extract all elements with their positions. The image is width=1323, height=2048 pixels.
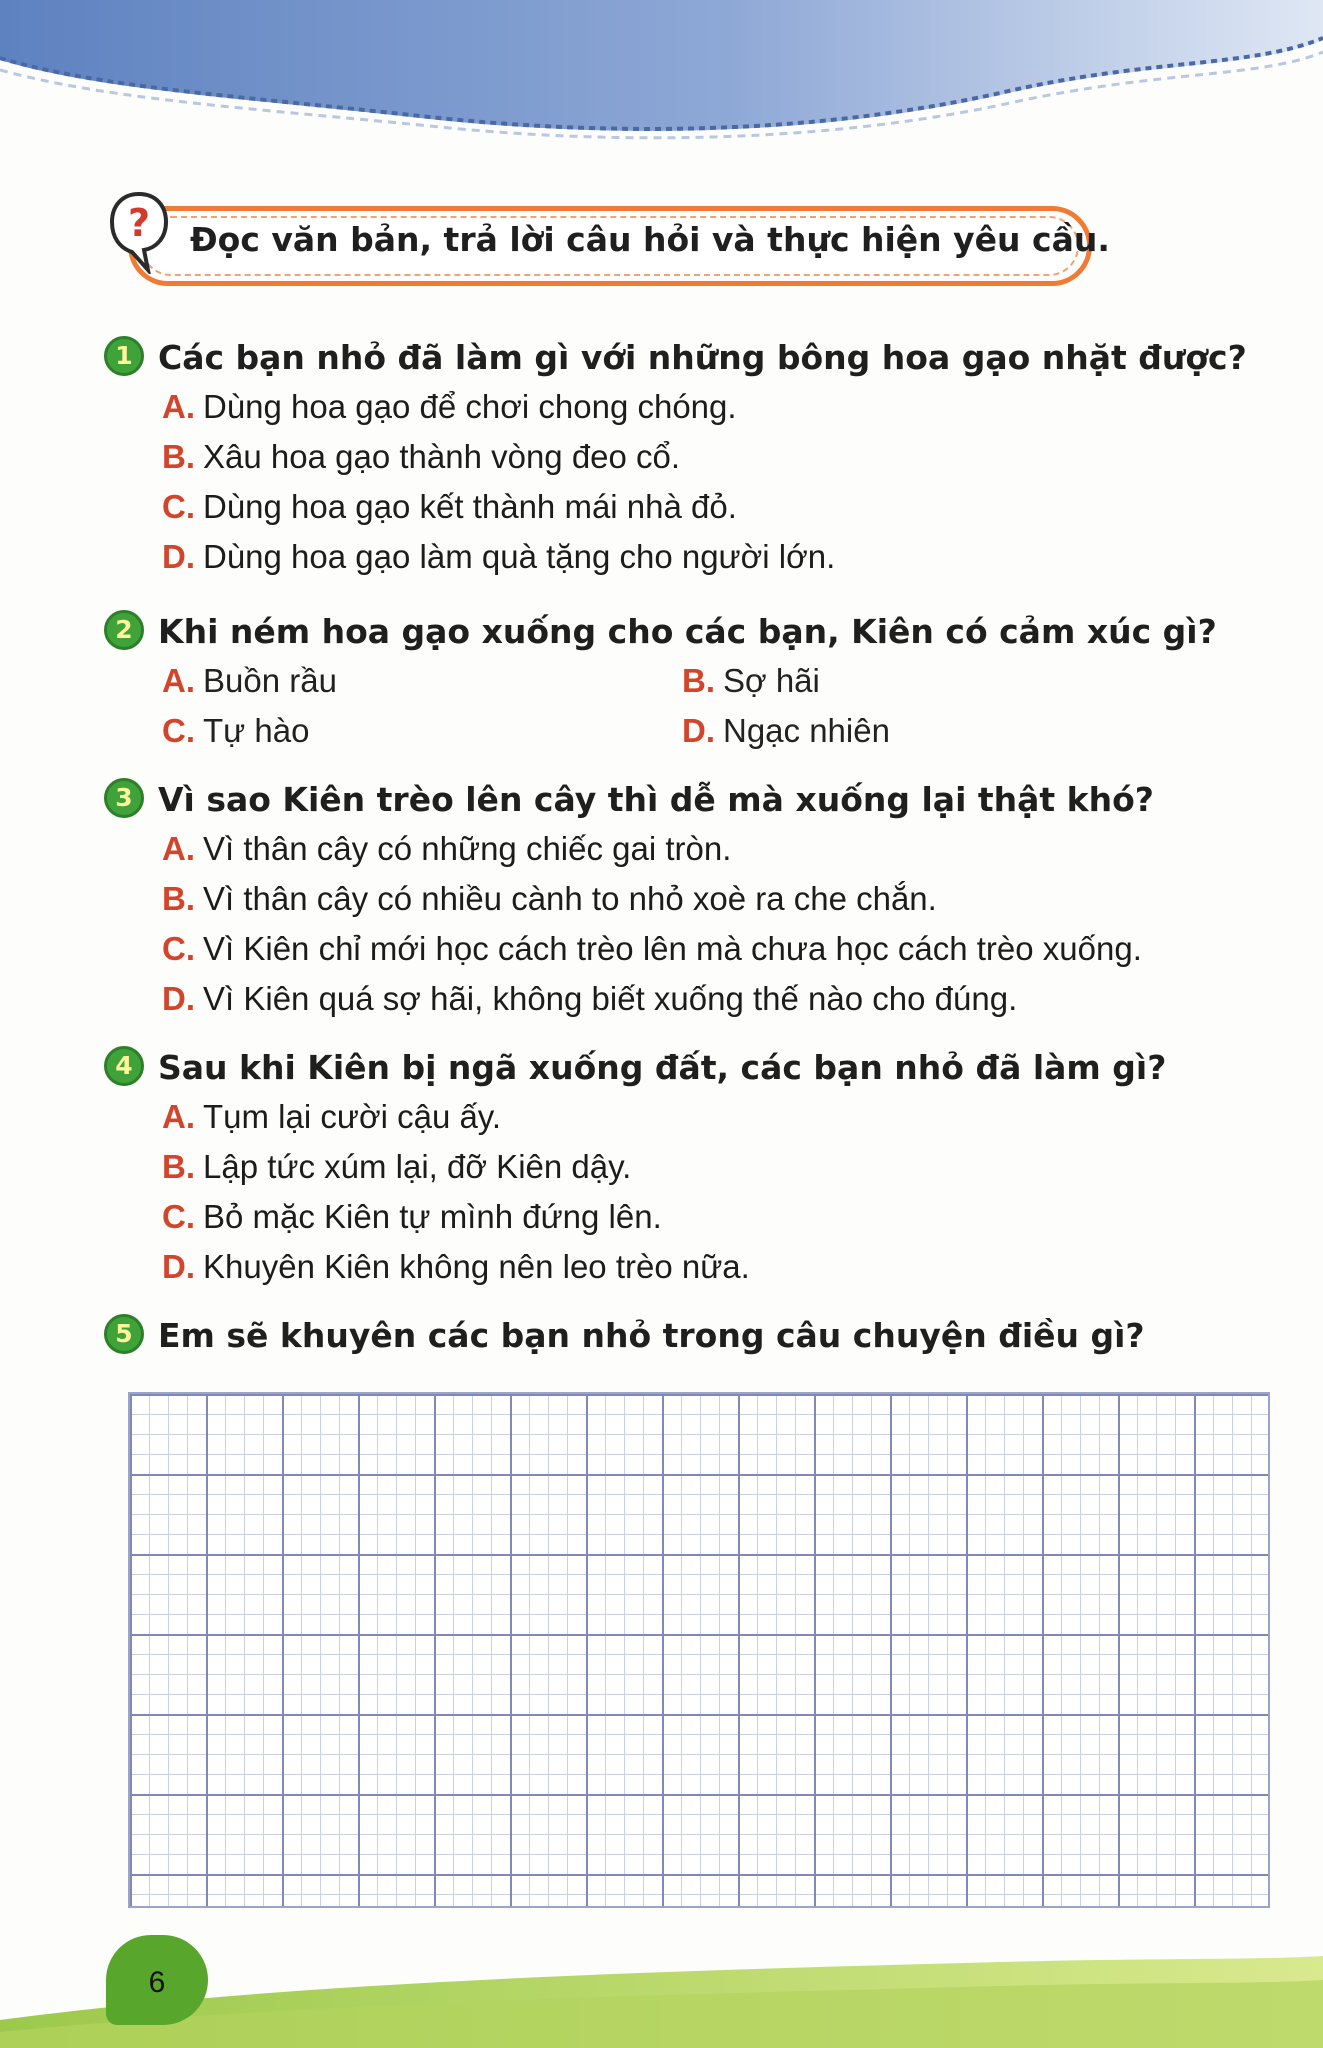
- option-row: [162, 706, 1284, 756]
- option-letter: C.: [162, 930, 195, 967]
- option-letter: B.: [162, 438, 195, 475]
- option-letter: A.: [162, 1098, 195, 1135]
- option-letter: A.: [162, 662, 195, 699]
- question-1: [104, 332, 1284, 582]
- option-c[interactable]: [162, 924, 1284, 974]
- option-letter: B.: [162, 1148, 195, 1185]
- page-number: 6: [106, 1935, 208, 2025]
- question-text: Sau khi Kiên bị ngã xuống đất, các bạn nhỏ đã làm gì?: [158, 1048, 1167, 1087]
- option-text: Ngạc nhiên: [723, 712, 890, 749]
- option-text: Khuyên Kiên không nên leo trèo nữa.: [203, 1248, 750, 1285]
- option-d[interactable]: [162, 532, 1284, 582]
- option-c[interactable]: [162, 706, 309, 756]
- option-c[interactable]: [162, 1192, 1284, 1242]
- option-c[interactable]: [162, 482, 1284, 532]
- option-text: Bỏ mặc Kiên tự mình đứng lên.: [203, 1198, 662, 1235]
- option-letter: C.: [162, 488, 195, 525]
- option-text: Dùng hoa gạo kết thành mái nhà đỏ.: [203, 488, 737, 525]
- question-number-badge: 1: [104, 336, 144, 376]
- question-3: [104, 774, 1284, 1024]
- option-letter: D.: [162, 980, 195, 1017]
- option-a[interactable]: [162, 382, 1284, 432]
- option-text: Vì thân cây có những chiếc gai tròn.: [203, 830, 732, 867]
- option-b[interactable]: [682, 656, 820, 706]
- question-text: Vì sao Kiên trèo lên cây thì dễ mà xuống lại thật khó?: [158, 780, 1154, 819]
- question-text: Khi ném hoa gạo xuống cho các bạn, Kiên có cảm xúc gì?: [158, 612, 1217, 651]
- question-text: Em sẽ khuyên các bạn nhỏ trong câu chuyện điều gì?: [158, 1316, 1145, 1355]
- question-2: [104, 606, 1284, 756]
- option-text: Vì Kiên chỉ mới học cách trèo lên mà chưa học cách trèo xuống.: [203, 930, 1142, 967]
- option-text: Vì thân cây có nhiều cành to nhỏ xoè ra che chắn.: [203, 880, 937, 917]
- option-letter: C.: [162, 712, 195, 749]
- header-banner: [0, 0, 1323, 150]
- option-letter: D.: [682, 712, 715, 749]
- option-letter: B.: [682, 662, 715, 699]
- option-row: [162, 656, 1284, 706]
- instruction-header: [108, 198, 1110, 294]
- option-b[interactable]: [162, 874, 1284, 924]
- question-4: [104, 1042, 1284, 1292]
- option-letter: A.: [162, 830, 195, 867]
- option-b[interactable]: [162, 1142, 1284, 1192]
- option-text: Vì Kiên quá sợ hãi, không biết xuống thế nào cho đúng.: [203, 980, 1018, 1017]
- option-d[interactable]: [162, 1242, 1284, 1292]
- option-b[interactable]: [162, 432, 1284, 482]
- question-5: [104, 1310, 1284, 1360]
- option-text: Sợ hãi: [723, 662, 820, 699]
- option-text: Dùng hoa gạo để chơi chong chóng.: [203, 388, 737, 425]
- option-letter: A.: [162, 388, 195, 425]
- option-text: Tụm lại cười cậu ấy.: [203, 1098, 502, 1135]
- option-letter: D.: [162, 1248, 195, 1285]
- option-letter: C.: [162, 1198, 195, 1235]
- question-text: Các bạn nhỏ đã làm gì với những bông hoa gạo nhặt được?: [158, 338, 1247, 377]
- option-text: Buồn rầu: [203, 662, 337, 699]
- option-text: Dùng hoa gạo làm quà tặng cho người lớn.: [203, 538, 836, 575]
- option-text: Xâu hoa gạo thành vòng đeo cổ.: [203, 438, 681, 475]
- option-letter: D.: [162, 538, 195, 575]
- question-number-badge: 3: [104, 778, 144, 818]
- question-number-badge: 2: [104, 610, 144, 650]
- option-d[interactable]: [682, 706, 890, 756]
- question-mark-icon: [108, 190, 170, 274]
- question-number-badge: 5: [104, 1314, 144, 1354]
- option-letter: B.: [162, 880, 195, 917]
- option-a[interactable]: [162, 656, 337, 706]
- question-number-badge: 4: [104, 1046, 144, 1086]
- instruction-text: Đọc văn bản, trả lời câu hỏi và thực hiện yêu cầu.: [190, 220, 1110, 259]
- option-text: Tự hào: [203, 712, 310, 749]
- option-text: Lập tức xúm lại, đỡ Kiên dậy.: [203, 1148, 632, 1185]
- answer-writing-grid[interactable]: [128, 1392, 1270, 1908]
- svg-text:?: ?: [127, 201, 151, 245]
- option-a[interactable]: [162, 824, 1284, 874]
- option-a[interactable]: [162, 1092, 1284, 1142]
- option-d[interactable]: [162, 974, 1284, 1024]
